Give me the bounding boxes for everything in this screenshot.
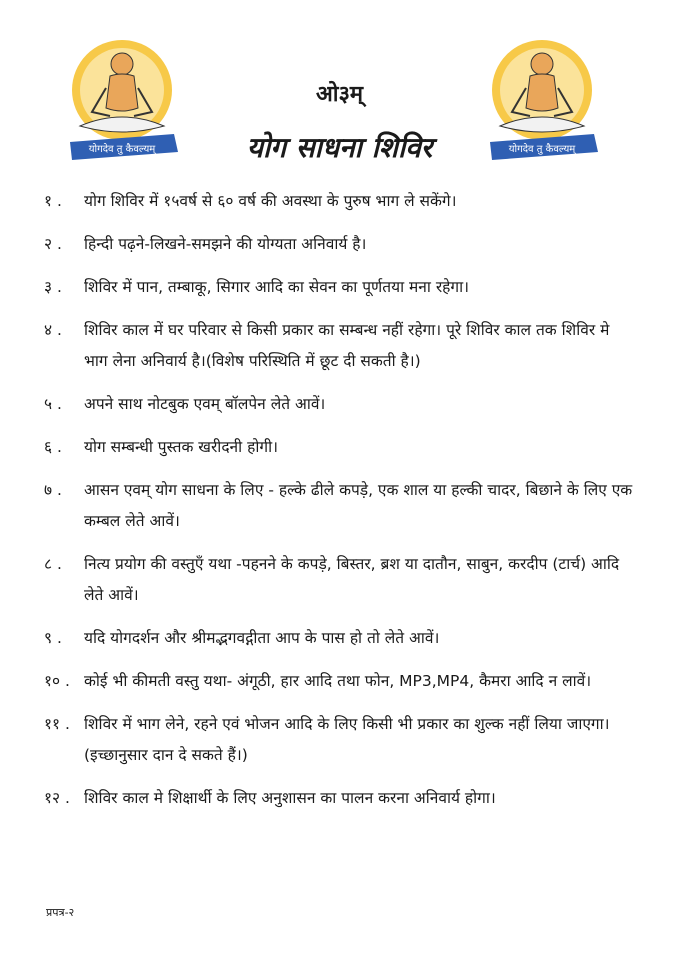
rule-text: हिन्दी पढ़ने-लिखने-समझने की योग्यता अनिवार्य है।: [84, 235, 367, 253]
logo-banner-text: योगदेव तु कैवल्यम्: [508, 144, 576, 155]
form-label: प्रपत्र-२: [46, 906, 75, 919]
rule-text: अपने साथ नोटबुक एवम् बॉलपेन लेते आवें।: [84, 395, 326, 413]
rule-number: ८ .: [44, 555, 62, 573]
rule-number: ३ .: [44, 278, 62, 296]
rule-text: नित्य प्रयोग की वस्तुएँ यथा -पहनने के कपड़े, बिस्तर, ब्रश या दातौन, साबुन, करदीप (टार्च) आदि लेते आवें।: [84, 555, 620, 604]
rule-text: कोई भी कीमती वस्तु यथा- अंगूठी, हार आदि तथा फोन, MP3,MP4, कैमरा आदि न लावें।: [84, 672, 592, 690]
rule-text: शिविर में भाग लेने, रहने एवं भोजन आदि के लिए किसी भी प्रकार का शुल्क नहीं लिया जाएगा।(इच्छानुसार दान दे सकते हैं।): [84, 715, 610, 764]
rule-number: ६ .: [44, 438, 62, 456]
rule-text: शिविर काल मे शिक्षार्थी के लिए अनुशासन का पालन करना अनिवार्य होगा।: [84, 789, 496, 807]
rule-number: २ .: [44, 235, 62, 253]
rule-item: [44, 315, 634, 377]
rule-item: [44, 549, 634, 611]
rule-text: यदि योगदर्शन और श्रीमद्भगवद्गीता आप के पास हो तो लेते आवें।: [84, 629, 440, 647]
rule-number: १२ .: [44, 789, 70, 807]
rule-item: [44, 389, 634, 420]
om-heading: ओ३म्: [315, 82, 364, 107]
rule-number: ७ .: [44, 481, 62, 499]
rule-number: ९ .: [44, 629, 62, 647]
rule-item: [44, 709, 634, 771]
rule-text: योग शिविर में १५वर्ष से ६० वर्ष की अवस्था के पुरुष भाग ले सकेंगे।: [84, 192, 457, 210]
rule-text: शिविर काल में घर परिवार से किसी प्रकार का सम्बन्ध नहीं रहेगा। पूरे शिविर काल तक शिविर मे भाग लेना अनिवार्य है।(विशेष परिस्थिति में छूट दी सकती है।): [84, 321, 610, 370]
rule-number: ११ .: [44, 715, 70, 733]
rule-item: [44, 783, 634, 814]
rule-item: [44, 432, 634, 463]
rule-text: आसन एवम् योग साधना के लिए - हल्के ढीले कपड़े, एक शाल या हल्की चादर, बिछाने के लिए एक कम्बल लेते आवें।: [84, 481, 633, 530]
rule-item: [44, 666, 634, 697]
rule-text: शिविर में पान, तम्बाकू, सिगार आदि का सेवन का पूर्णतया मना रहेगा।: [84, 278, 470, 296]
page-title: योग साधना शिविर: [246, 131, 433, 164]
rule-number: १ .: [44, 192, 62, 210]
rule-number: ५ .: [44, 395, 62, 413]
rule-number: ४ .: [44, 321, 62, 339]
rule-item: [44, 475, 634, 537]
logo-banner-text: योगदेव तु कैवल्यम्: [88, 144, 156, 155]
rule-item: [44, 229, 634, 260]
rule-number: १० .: [44, 672, 70, 690]
rules-list: [44, 186, 634, 826]
rule-text: योग सम्बन्धी पुस्तक खरीदनी होगी।: [84, 438, 278, 456]
rule-item: [44, 623, 634, 654]
rule-item: [44, 272, 634, 303]
rule-item: [44, 186, 634, 217]
